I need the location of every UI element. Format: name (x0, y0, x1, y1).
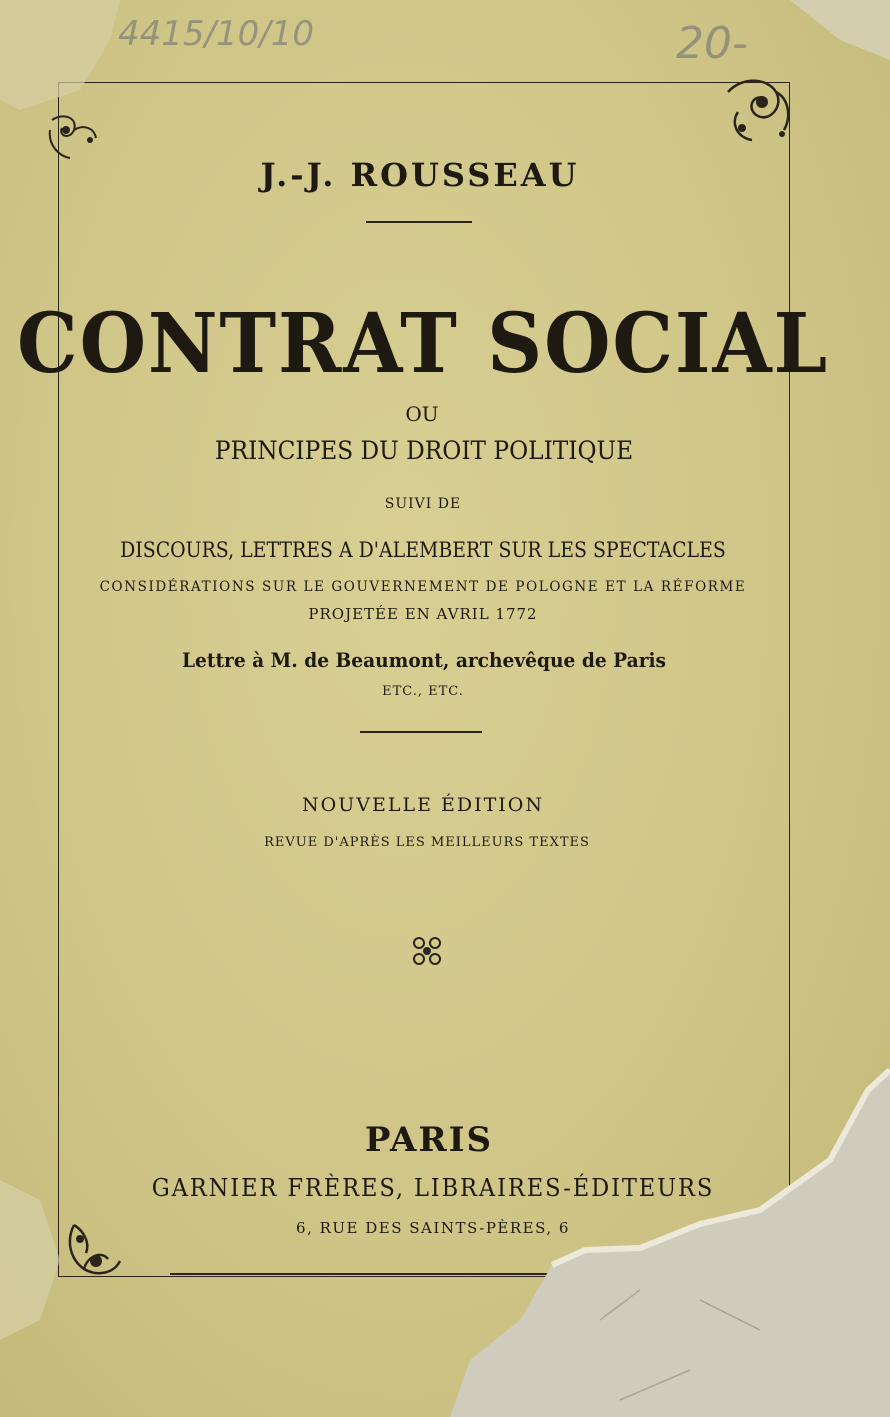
etc-label: ETC., ETC. (382, 684, 464, 699)
pencil-reference-mark: 4415/10/10 (118, 14, 314, 54)
contents-line-lettre: Lettre à M. de Beaumont, archevêque de Paris (181, 648, 667, 672)
contents-line-discours: DISCOURS, LETTRES A D'ALEMBERT SUR LES SPECTACLES (120, 538, 726, 562)
suivi-de-label: SUIVI DE (384, 496, 462, 512)
edition-label: NOUVELLE ÉDITION (302, 794, 544, 816)
edition-note: REVUE D'APRÈS LES MEILLEURS TEXTES (264, 835, 590, 850)
contents-line-projetee: PROJETÉE EN AVRIL 1772 (308, 605, 538, 623)
title-conjunction: OU (405, 402, 439, 426)
pencil-price-mark: 20- (676, 18, 748, 69)
contents-line-considerations: CONSIDÉRATIONS SUR LE GOUVERNEMENT DE POLOGNE ET LA RÉFORME (99, 579, 747, 595)
publisher-city: PARIS (364, 1120, 494, 1160)
author-name: J.-J. ROUSSEAU (260, 156, 580, 194)
publisher-address: 6, RUE DES SAINTS-PÈRES, 6 (296, 1219, 570, 1237)
publisher-name: GARNIER FRÈRES, LIBRAIRES-ÉDITEURS (151, 1174, 715, 1202)
book-title: CONTRAT SOCIAL (17, 296, 829, 392)
book-subtitle: PRINCIPES DU DROIT POLITIQUE (214, 436, 634, 465)
